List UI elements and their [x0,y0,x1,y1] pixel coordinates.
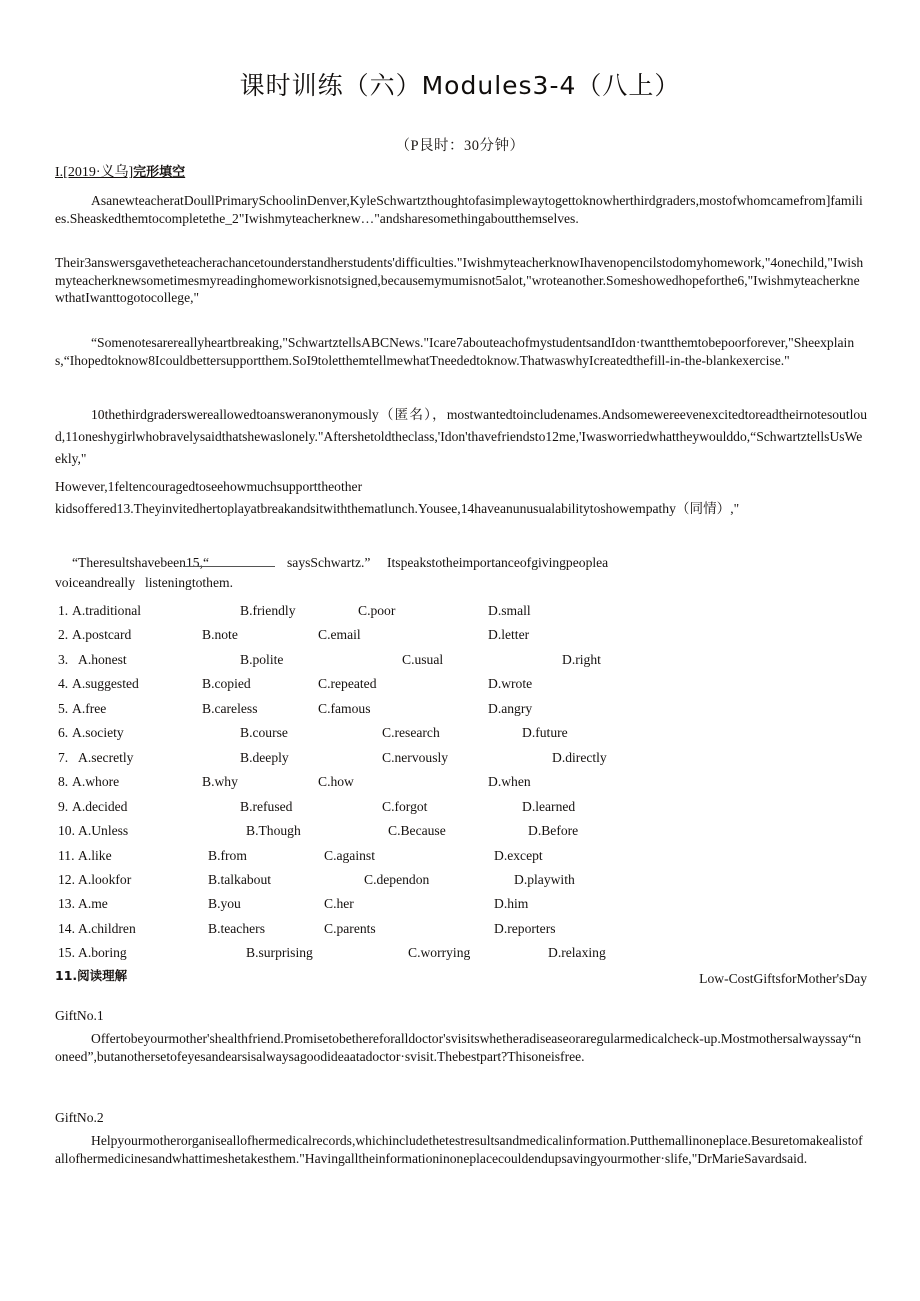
question-row [58,672,658,697]
option-b[interactable]: B.why [202,774,238,790]
option-a[interactable]: A.free [72,700,107,716]
question-number: 15. [58,945,75,961]
option-d[interactable]: D.angry [488,700,533,716]
option-c[interactable]: C.poor [358,603,396,618]
option-c[interactable]: C.forgot [382,798,428,814]
option-c[interactable]: C.how [318,774,354,790]
option-c[interactable]: C.email [318,627,361,643]
question-number: 12. [58,871,75,887]
question-row [58,917,658,942]
passage-paragraph-7a: “Theresultshavebeen15,“ [72,555,210,570]
question-row [58,819,658,844]
option-a[interactable]: A.postcard [72,627,132,643]
passage-paragraph-5: However,1feltencouragedtoseehowmuchsupporttheother [55,479,363,494]
question-row [58,868,658,893]
option-b[interactable]: B.teachers [208,920,265,936]
option-a[interactable]: A.suggested [72,676,139,692]
passage-paragraph-1: AsanewteacheratDoullPrimarySchoolinDenver,KyleSchwartzthoughtofasimplewaytogettoknowherthirdgraders,mostofwhomcamefrom]families.Sheaskedthemtocompletethe_2"Iwishmyteacherknew…"andsharesomethingaboutthemselves. [55,193,863,226]
option-c[interactable]: C.dependon [364,871,430,887]
option-a[interactable]: A.secretly [78,749,134,765]
option-a[interactable]: A.Unless [78,823,129,839]
question-row [58,795,658,820]
option-d[interactable]: D.reporters [494,920,556,936]
option-b[interactable]: B.surprising [246,945,313,961]
option-d[interactable]: D.relaxing [548,945,606,961]
option-c[interactable]: C.against [324,847,375,863]
passage-paragraph-2: Their3answersgavetheteacherachancetounderstandherstudents'difficulties."IwishmyteacherknowIhavenopencilstodomyhomework,"4onechild,"Iwishmyteacherknewsometimesmyreadinghomeworkisnotsigned,becausemymumisnot5alot,"wroteanother.Someshowedhopeforthe6,"IwishmyteacherknewthatIwanttogotocollege," [55,255,864,306]
gift-2-text: Helpyourmotherorganiseallofhermedicalrecords,whichincludethetestresultsandmedicalinformation.Putthemallinoneplace.Besuretomakealistofallofhermedicinesandwhattimeshetakesthem."Havingalltheinformationinoneplacecouldendupsavingyourmother·slife,"DrMarieSavardsaid. [55,1133,863,1166]
option-c[interactable]: C.usual [402,651,444,667]
question-number: 13. [58,896,75,912]
option-d[interactable]: D.playwith [514,871,575,887]
section-two-heading: 11.阅读理解 [55,968,128,983]
option-b[interactable]: B.from [208,847,247,863]
option-b[interactable]: B.note [202,627,238,643]
option-b[interactable]: B.copied [202,676,251,692]
option-a[interactable]: A.me [78,896,108,912]
question-number: 14. [58,920,75,936]
gift-2-label: GiftNo.2 [55,1110,104,1125]
option-b[interactable]: B.deeply [240,749,289,765]
section-one-heading [55,161,185,181]
question-number: 8. [58,774,69,790]
question-row [58,892,658,917]
option-b[interactable]: B.careless [202,700,258,716]
passage-paragraph-3: “Somenotesarereallyheartbreaking,"SchwartztellsABCNews."Icare7abouteachofmystudentsandIdon·twantthemtobepoorforever,"Sheexplains,“Ihopedtoknow8Icouldbettersupportthem.SoI9toletthemtellmewhatTneededtoknow.ThatwaswhyIcreatedthefill-in-the-blankexercise." [55,335,855,368]
question-number: 4. [58,676,69,692]
passage-paragraph-8a: voiceandreally [55,575,136,590]
option-b[interactable]: B.talkabout [208,871,272,887]
option-d[interactable]: D.except [494,847,543,863]
passage-paragraph-8b: listeningtothem. [145,575,233,590]
option-c[interactable]: C.famous [318,700,371,716]
option-a[interactable]: A.decided [72,798,128,814]
option-c[interactable]: C.Because [388,823,446,839]
option-a[interactable]: A.lookfor [78,871,132,887]
section-one-source: I.[2019·义乌] [55,165,134,180]
time-limit-note: （P艮时：30分钟） [395,138,525,154]
option-d[interactable]: D.Before [528,823,579,839]
option-d[interactable]: D.future [522,725,568,741]
passage-paragraph-7c: Itspeakstotheimportanceofgivingpeoplea [387,555,609,570]
answer-blank-15[interactable] [183,566,275,567]
question-row [58,599,658,624]
question-row [58,941,658,966]
question-number: 7. [58,749,69,765]
option-c[interactable]: C.nervously [382,749,449,765]
option-b[interactable]: B.you [208,896,241,912]
question-row [58,844,658,869]
gift-1-label: GiftNo.1 [55,1008,104,1023]
question-row [58,623,658,648]
option-c[interactable]: C.repeated [318,676,377,692]
option-c[interactable]: C.her [324,896,354,912]
option-d[interactable]: D.learned [522,798,576,814]
question-number: 9. [58,798,69,814]
option-a[interactable]: A.boring [78,945,127,961]
question-row [58,648,658,673]
question-number: 11. [58,847,75,863]
option-a[interactable]: A.children [78,920,136,936]
option-b[interactable]: B.course [240,725,288,741]
question-number: 6. [58,725,69,741]
option-c[interactable]: C.worrying [408,945,471,961]
question-row [58,721,658,746]
question-number: 10. [58,823,75,839]
option-a[interactable]: A.like [78,847,112,863]
option-d[interactable]: D.letter [488,627,530,643]
option-b[interactable]: B.polite [240,651,284,667]
option-a[interactable]: A.whore [72,774,120,790]
passage-paragraph-6: kidsoffered13.Theyinvitedhertoplayatbreakandsitwiththematlunch.Yousee,14haveanunusualabilitytoshowempathy（同情）," [55,501,740,516]
question-number: 5. [58,700,69,716]
option-c[interactable]: C.research [382,725,440,741]
option-c[interactable]: C.parents [324,920,376,936]
option-d[interactable]: D.when [488,774,531,790]
passage-paragraph-7b: saysSchwartz.” [287,555,371,570]
question-row [58,746,658,771]
section-one-type: 完形填空 [133,165,186,180]
option-b[interactable]: B.Though [246,823,301,839]
option-d[interactable]: D.directly [552,749,607,765]
option-d[interactable]: D.small [488,603,531,618]
question-row [58,697,658,722]
option-d[interactable]: D.him [494,896,529,912]
option-b[interactable]: B.refused [240,798,293,814]
option-d[interactable]: D.right [562,651,601,667]
gift-1-text: Offertobeyourmother'shealthfriend.Promisetobethereforalldoctor'svisitswhetheradiseaseoraregularmedicalcheck-up.Mostmothersalwayssay“noneed”,butanothersetofeyesandearsisalwaysagoodideaatadoctor·svisit.Thebestpart?Thisoneisfree. [55,1031,862,1064]
passage-paragraph-4: 10thethirdgraderswereallowedtoansweranonymously（匿名），mostwantedtoincludenames.Andsomewereevenexcitedtoreadtheirnotesoutloud,11oneshygirlwhobravelysaidthatshewaslonely."Aftershetoldtheclass,'Idon'thavefriendsto12me,'Iwasworriedwhattheywoulddo,“SchwartztellsUsWeekly," [55,407,867,466]
question-number: 3. [58,651,69,667]
page-title: 课时训练（六）Modules3-4（八上） [239,71,681,100]
option-a[interactable]: A.society [72,725,124,741]
question-number: 2. [58,627,69,643]
question-row [58,770,658,795]
option-a[interactable]: A.honest [78,651,127,667]
option-a[interactable]: A.traditional [72,603,142,618]
option-d[interactable]: D.wrote [488,676,533,692]
question-number: 1. [58,603,69,618]
reading-passage-title: Low-CostGiftsforMother'sDay [699,971,867,986]
option-b[interactable]: B.friendly [240,603,296,618]
